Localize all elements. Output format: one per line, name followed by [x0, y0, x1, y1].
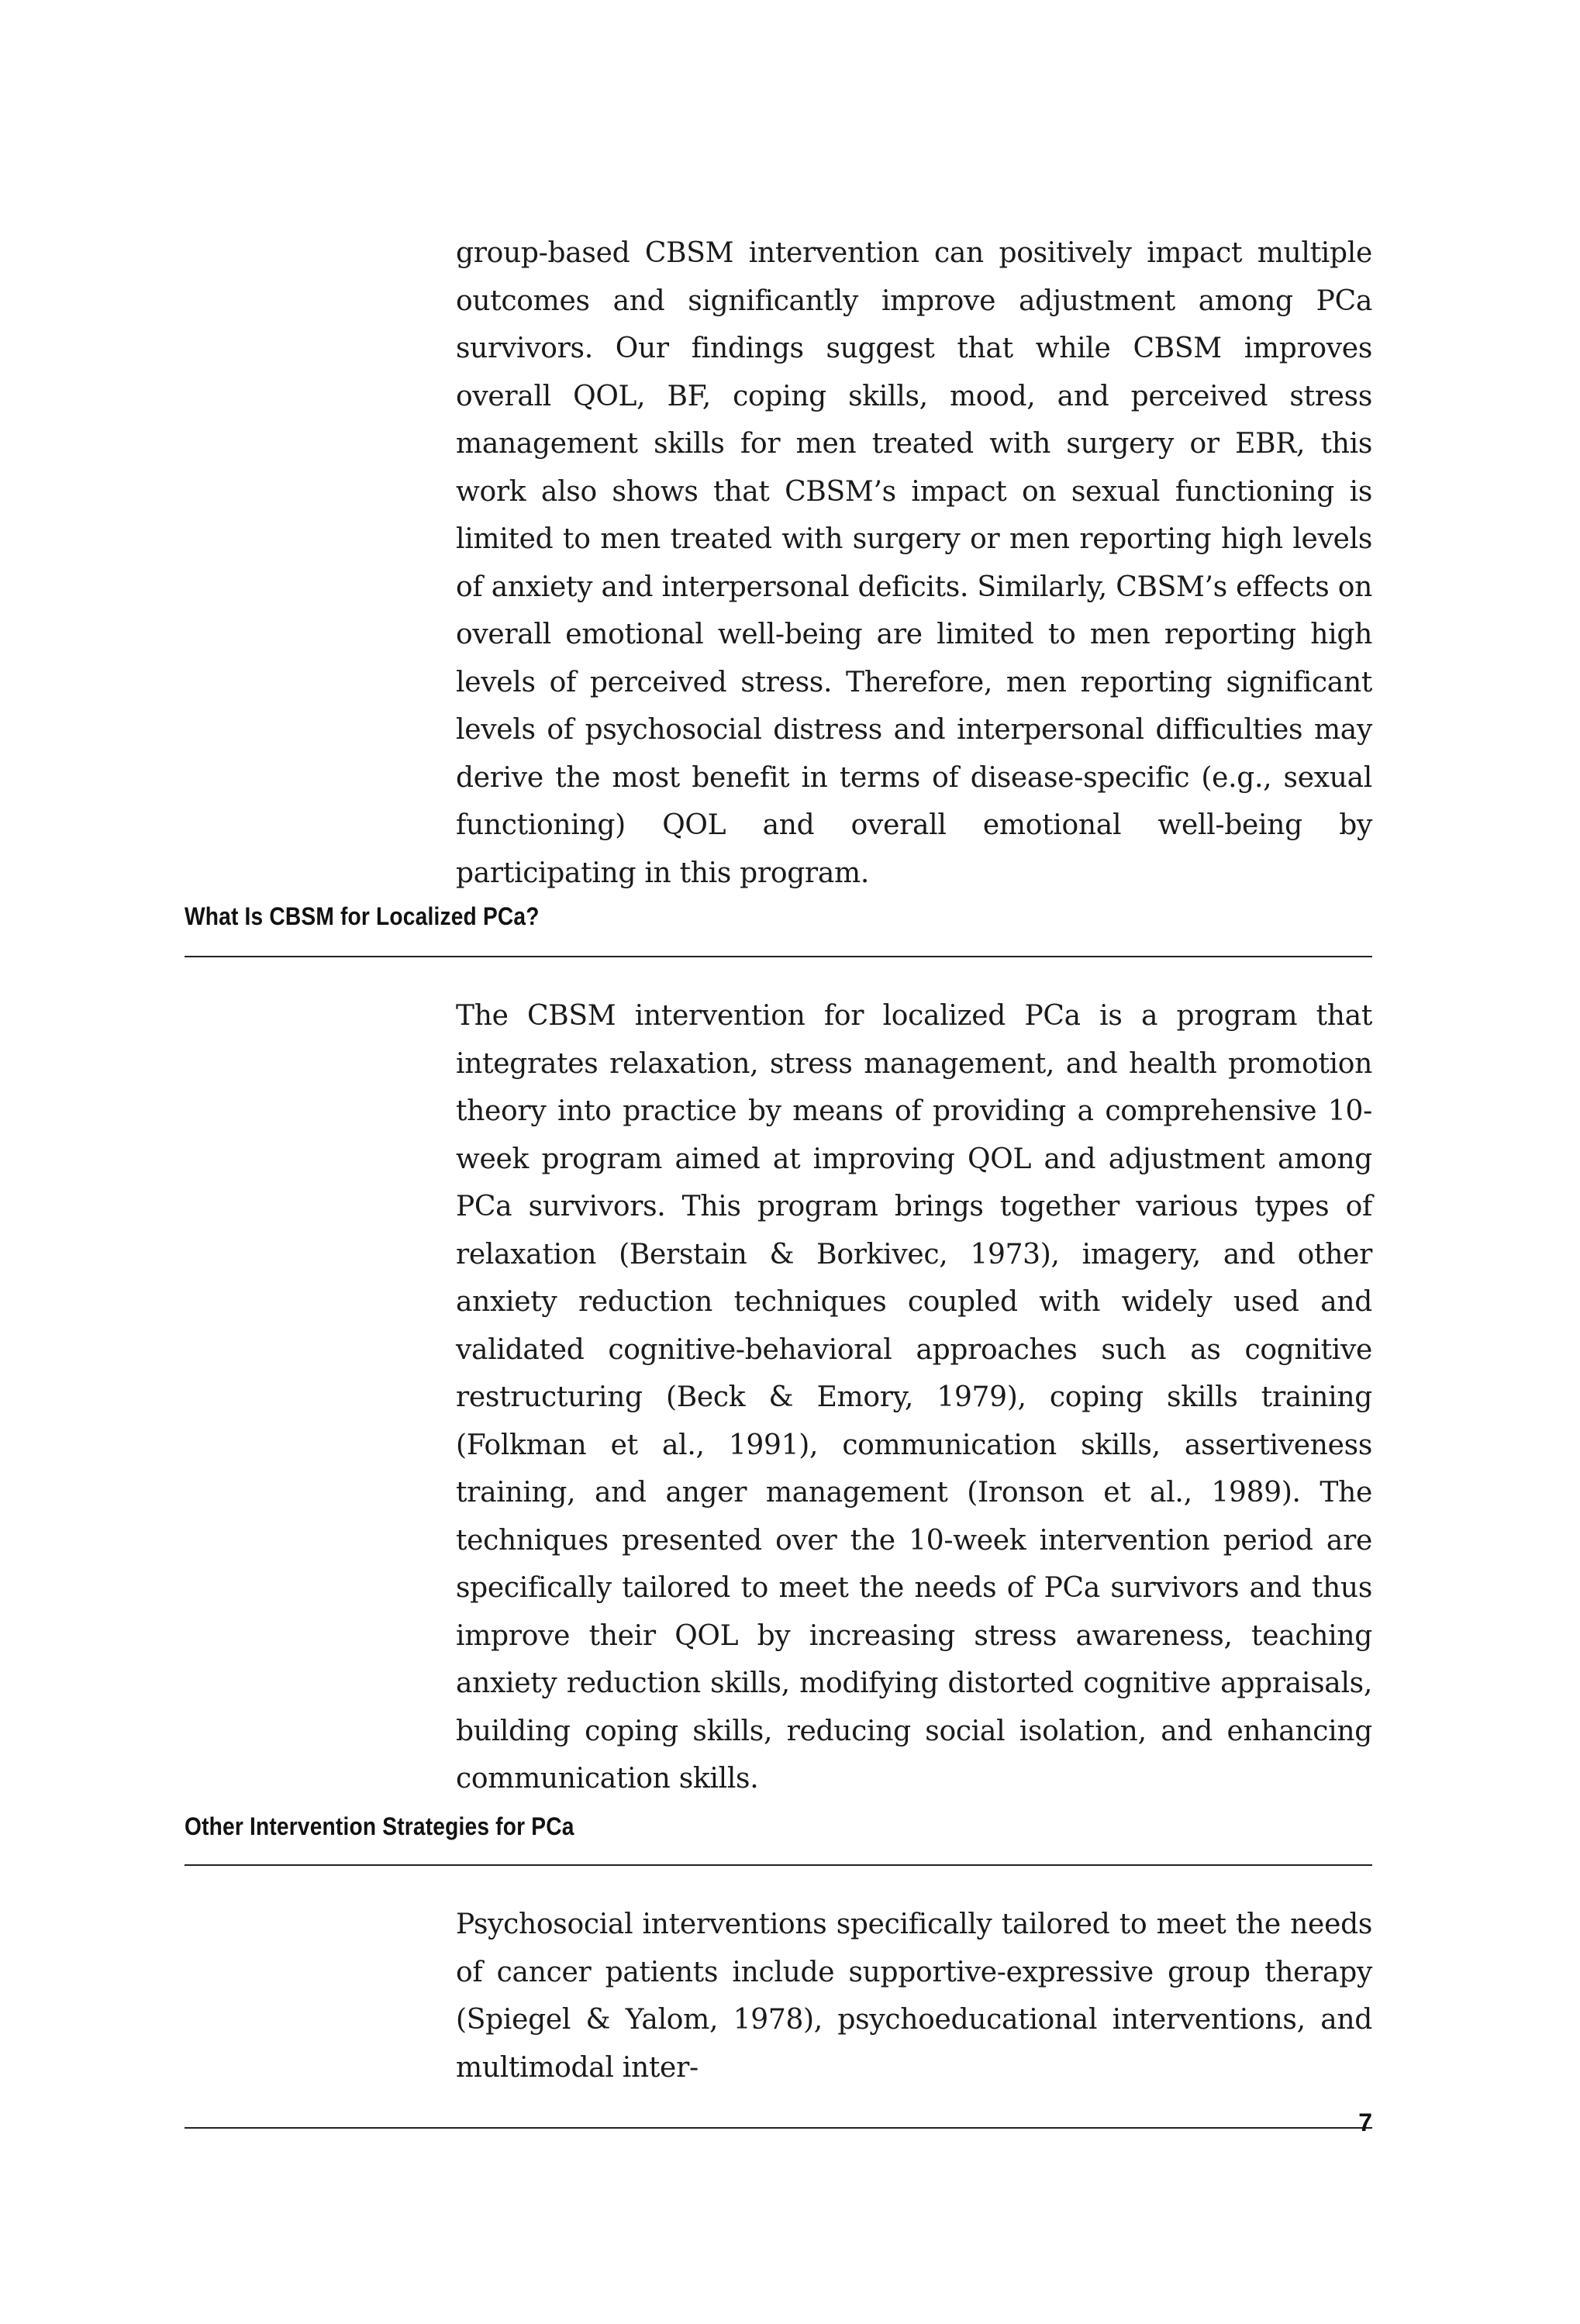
- footer-rule: [185, 2127, 1372, 2129]
- other-strategies-paragraph: Psychosocial interventions specifically tailored to meet the needs of cancer patients include supportive-expressive group therapy (Spiegel & Yalom, 1978), psychoeducational interventions, and multimodal inter-: [456, 1909, 1372, 2084]
- section-rule-what-is-cbsm: [185, 956, 1372, 957]
- cbsm-description-paragraph: The CBSM intervention for localized PCa is a program that integrates relaxation, stress management, and health promotion theory into practice by means of providing a comprehensive 10-week program aimed at improving QOL and adjustment among PCa survivors. This program brings together various types of relaxation (Berstain & Borkivec, 1973), imagery, and other anxiety reduction techniques coupled with widely used and validated cognitive-behavioral approaches such as cognitive restructuring (Beck & Emory, 1979), coping skills training (Folkman et al., 1991), communication skills, assertiveness training, and anger management (Ironson et al., 1989). The techniques presented over the 10-week intervention period are specifically tailored to meet the needs of PCa survivors and thus improve their QOL by increasing stress awareness, teaching anxiety reduction skills, modifying distorted cognitive appraisals, building coping skills, reducing social isolation, and enhancing communication skills.: [456, 1000, 1372, 1795]
- section-heading-other-strategies: Other Intervention Strategies for PCa: [185, 1812, 574, 1840]
- page-number: 7: [1358, 2108, 1372, 2136]
- section-heading-what-is-cbsm: What Is CBSM for Localized PCa?: [185, 902, 540, 930]
- intro-paragraph: group-based CBSM intervention can positively impact multiple outcomes and significantly improve adjustment among PCa survivors. Our findings suggest that while CBSM improves overall QOL, BF, coping skills, mood, and perceived stress management skills for men treated with surgery or EBR, this work also shows that CBSM’s impact on sexual functioning is limited to men treated with surgery or men reporting high levels of anxiety and interpersonal deficits. Similarly, CBSM’s effects on overall emotional well-being are limited to men reporting high levels of perceived stress. Therefore, men reporting significant levels of psychosocial distress and interpersonal difficulties may derive the most benefit in terms of disease-specific (e.g., sexual functioning) QOL and overall emotional well-being by participating in this program.: [456, 237, 1372, 889]
- section-rule-other-strategies: [185, 1864, 1372, 1866]
